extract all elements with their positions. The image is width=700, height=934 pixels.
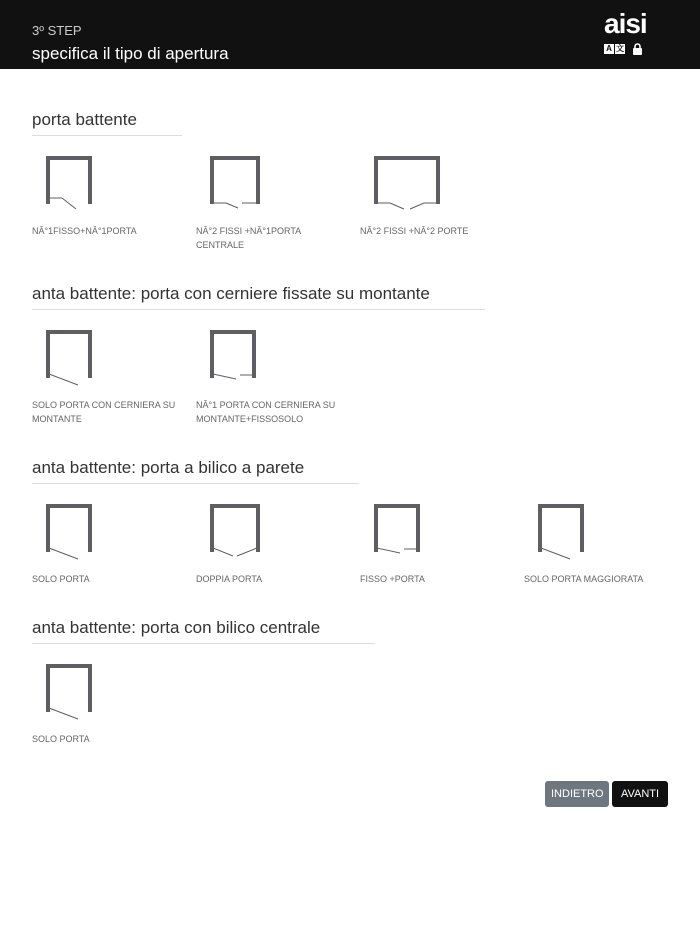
option-label: NÂ°2 FISSI +NÂ°2 PORTE bbox=[360, 226, 469, 236]
two-fixed-center-door-icon bbox=[210, 156, 272, 212]
section bbox=[32, 618, 375, 764]
section-title: anta battente: porta con bilico centrale bbox=[32, 618, 375, 644]
opening-option[interactable] bbox=[32, 330, 182, 426]
header bbox=[0, 0, 700, 69]
option-label: SOLO PORTA bbox=[32, 734, 90, 744]
opening-option[interactable] bbox=[32, 504, 182, 586]
option-label: SOLO PORTA bbox=[32, 574, 90, 584]
fixed-left-door-icon bbox=[46, 156, 108, 212]
section bbox=[32, 458, 644, 604]
opening-option[interactable] bbox=[196, 504, 346, 586]
option-label: SOLO PORTA MAGGIORATA bbox=[524, 574, 644, 584]
section-title: anta battente: porta con cerniere fissate su montante bbox=[32, 284, 485, 310]
section-title: porta battente bbox=[32, 110, 182, 136]
door-fixed-right-icon bbox=[374, 504, 436, 560]
single-door-icon bbox=[46, 664, 108, 720]
opening-option[interactable] bbox=[360, 156, 510, 238]
single-door-icon bbox=[538, 504, 600, 560]
translate-icon[interactable]: A 文 bbox=[604, 44, 626, 54]
opening-option[interactable] bbox=[32, 664, 182, 746]
back-button[interactable]: INDIETRO bbox=[545, 781, 609, 807]
two-fixed-two-doors-icon bbox=[374, 156, 454, 212]
option-label: NÂ°1FISSO+NÂ°1PORTA bbox=[32, 226, 137, 236]
option-label: DOPPIA PORTA bbox=[196, 574, 263, 584]
option-label: SOLO PORTA CON CERNIERA SU MONTANTE bbox=[32, 400, 176, 424]
step-label: 3º STEP bbox=[32, 23, 82, 38]
next-button[interactable]: AVANTI bbox=[612, 781, 668, 807]
opening-option[interactable] bbox=[360, 504, 510, 586]
opening-option[interactable] bbox=[524, 504, 674, 586]
lock-icon[interactable] bbox=[632, 43, 643, 55]
door-fixed-right-icon bbox=[210, 330, 272, 386]
page-title: specifica il tipo di apertura bbox=[32, 44, 229, 63]
option-label: NÂ°1 PORTA CON CERNIERA SU MONTANTE+FISSOSOLO bbox=[196, 400, 336, 424]
opening-option[interactable] bbox=[196, 156, 346, 252]
single-door-icon bbox=[46, 504, 108, 560]
opening-option[interactable] bbox=[196, 330, 346, 426]
section bbox=[32, 110, 469, 256]
double-door-icon bbox=[210, 504, 272, 560]
single-door-icon bbox=[46, 330, 108, 386]
section bbox=[32, 284, 485, 430]
option-label: FISSO +PORTA bbox=[360, 574, 425, 584]
option-label: NÂ°2 FISSI +NÂ°1PORTA CENTRALE bbox=[196, 226, 301, 250]
opening-option[interactable] bbox=[32, 156, 182, 238]
logo: aisi bbox=[604, 8, 647, 39]
section-title: anta battente: porta a bilico a parete bbox=[32, 458, 359, 484]
